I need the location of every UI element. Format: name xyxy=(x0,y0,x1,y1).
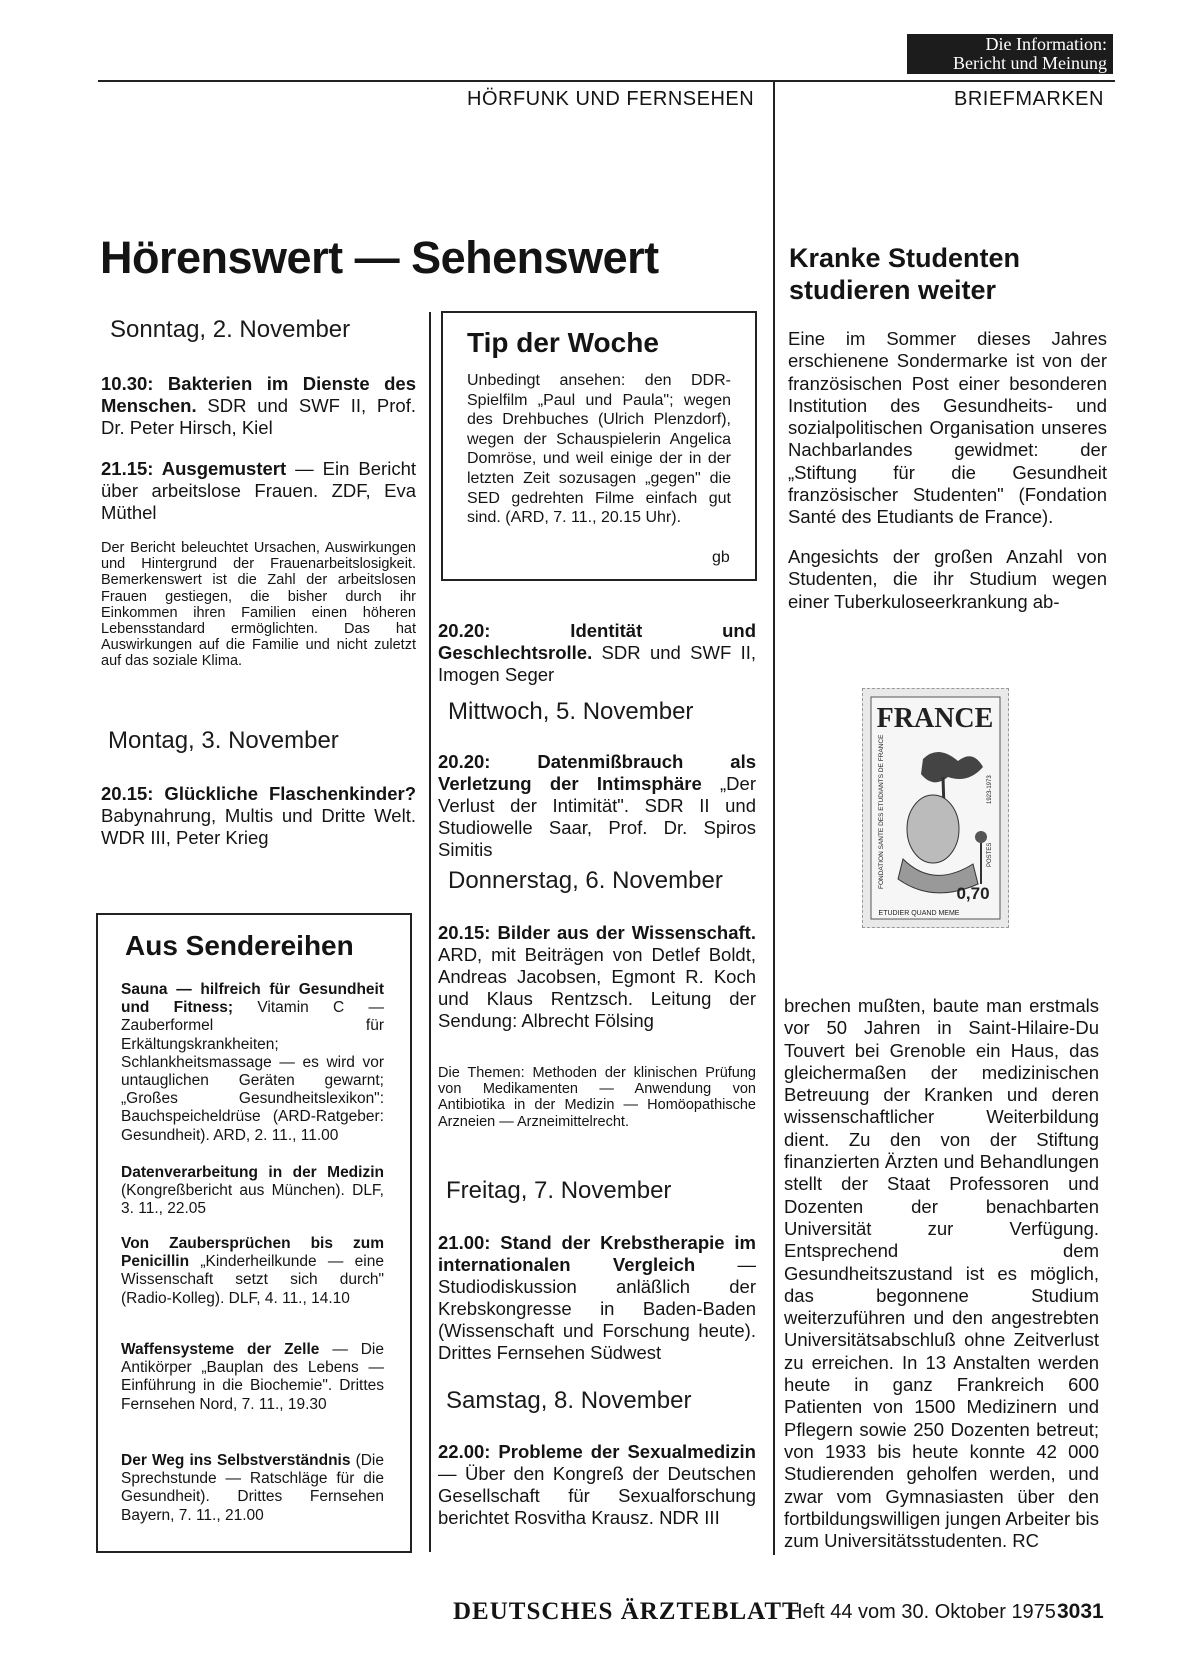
footer-issue-info: Heft 44 vom 30. Oktober 1975 xyxy=(788,1601,1056,1623)
program-title: 21.00: Stand der Krebstherapie im internationalen Vergleich xyxy=(438,1232,756,1275)
entry-title: Waffensysteme der Zelle xyxy=(121,1341,320,1358)
day-heading-sonntag: Sonntag, 2. November xyxy=(110,316,351,343)
article-paragraph: brechen mußten, baute man erstmals vor 50 Jahren in Saint-Hilaire-Du Touvert bei Grenoble ein Haus, das gleichermaßen der medizinischen Betreuung der Kranken und deren wissenschaftlicher Weiterbildung dient. Zu den von der Stiftung finanzierten Ärzten und Behandlungen stellt der Staat Professoren und Dozenten der benachbarten Universität zur Verfügung. Entsprechend dem Gesundheitszustand ist es möglich, das begonnene Studium weiterzuführen und den angestrebten Universitätsabschluß ohne Zeitverlust zu erreichen. In 13 Anstalten werden heute in ganz Frankreich 600 Patienten von 1500 Medizinern und Pflegern sowie 250 Dozenten betreut; von 1933 bis heute konnte 42 000 Studierenden geholfen werden, und zwar vom Gymnasiasten über den fortbildungswilligen jungen Arbeiter bis zum Universitätsstudenten. RC xyxy=(784,995,1099,1552)
program-title: 21.15: Ausgemustert xyxy=(101,458,287,479)
entry-details: Vitamin C — Zauberformel für Erkältungskrankheiten; Schlankheitsmassage — es wird vor untauglichen Geräten gewarnt; „Großes Gesundheitslexikon": Bauchspeicheldrüse (ARD-Ratgeber: Gesundheit). ARD, 2. 11., 11.00 xyxy=(121,999,384,1144)
box-title-tip: Tip der Woche xyxy=(467,327,659,358)
stamp-value: 0,70 xyxy=(956,884,990,903)
tip-text: Unbedingt ansehen: den DDR-Spielfilm „Paul und Paula"; wegen des Drehbuches (Ulrich Plenzdorf), wegen der Schauspielerin Angelica Domröse, und weil einige der in der letzten Zeit sozusagen „gegen" die SED gedrehten Filme einfach gut sind. (ARD, 7. 11., 20.15 Uhr). xyxy=(467,372,731,527)
program-title: 20.15: Bilder aus der Wissenschaft. xyxy=(438,922,756,943)
stamp-caption: ETUDIER QUAND MEME xyxy=(878,910,960,917)
program-title: 20.15: Glückliche Flaschenkinder? xyxy=(101,783,416,804)
program-details: — Über den Kongreß der Deutschen Gesellschaft für Sexualforschung berichtet Rosvitha Krausz. NDR III xyxy=(438,1463,756,1528)
badge-line-1: Die Information: xyxy=(985,34,1107,54)
program-item xyxy=(438,1441,756,1529)
program-title: 20.20: Identität und Geschlechtsrolle. xyxy=(438,620,756,663)
program-details: ARD, mit Beiträgen von Detlef Boldt, Andreas Jacobsen, Egmont R. Koch und Klaus Rentzsch. Leitung der Sendung: Albrecht Fölsing xyxy=(438,944,756,1031)
stamp-illustration xyxy=(863,689,1008,927)
sendereihen-entry xyxy=(121,981,384,1145)
sendereihen-entry xyxy=(121,1164,384,1219)
sendereihen-entry xyxy=(121,1452,384,1525)
program-details: „Der Verlust der Intimität". SDR II und Studiowelle Saar, Prof. Dr. Spiros Simitis xyxy=(438,773,756,860)
program-item xyxy=(438,620,756,686)
entry-title: Der Weg ins Selbstverständnis xyxy=(121,1452,351,1469)
program-title: 10.30: Bakterien im Dienste des Menschen. xyxy=(101,373,416,416)
program-item xyxy=(101,783,416,849)
program-item xyxy=(438,922,756,1032)
entry-title: Von Zaubersprüchen bis zum Penicillin xyxy=(121,1235,384,1271)
header-rule xyxy=(98,80,1115,82)
box-title-sendereihen: Aus Sendereihen xyxy=(125,930,354,961)
stamp-country: FRANCE xyxy=(876,703,994,734)
article-paragraph: Eine im Sommer dieses Jahres erschienene Sondermarke ist von der französischen Post einer besonderen Institution des Gesundheits- und sozialpolitischen Organisation unseres Nachbarlandes gewidmet: der „Stiftung für die Gesundheit französischer Studenten" (Fondation Santé des Etudiants de France). xyxy=(788,328,1107,528)
stamp-postes: POSTES xyxy=(987,842,993,867)
program-item xyxy=(101,458,416,524)
section-label-left: HÖRFUNK UND FERNSEHEN xyxy=(467,88,755,110)
day-heading-donnerstag: Donnerstag, 6. November xyxy=(448,867,723,894)
stamp-side-text: FONDATION SANTE DES ETUDIANTS DE FRANCE xyxy=(878,734,885,889)
program-title: 22.00: Probleme der Sexualmedizin xyxy=(438,1441,756,1462)
entry-title: Datenverarbeitung in der Medizin xyxy=(121,1164,384,1181)
sendereihen-entry xyxy=(121,1341,384,1414)
column-divider-main xyxy=(773,80,775,1555)
day-heading-mittwoch: Mittwoch, 5. November xyxy=(448,698,694,725)
sendereihen-entry xyxy=(121,1235,384,1308)
day-heading-freitag: Freitag, 7. November xyxy=(446,1177,672,1204)
section-label-right: BRIEFMARKEN xyxy=(954,88,1104,110)
program-details: — Studiodiskussion anläßlich der Krebskongresse in Baden-Baden (Wissenschaft und Forschung heute). Drittes Fernsehen Südwest xyxy=(438,1254,756,1363)
footer-masthead: DEUTSCHES ÄRZTEBLATT xyxy=(453,1598,800,1625)
program-details: Babynahrung, Multis und Dritte Welt. WDR III, Peter Krieg xyxy=(101,805,416,848)
article-title-line-2: studieren weiter xyxy=(789,275,997,305)
program-details: SDR und SWF II, Imogen Seger xyxy=(438,642,756,685)
section-badge xyxy=(907,34,1113,74)
entry-details: — Die Antikörper „Bauplan des Lebens — Einführung in die Biochemie". Drittes Fernsehen Nord, 7. 11., 19.30 xyxy=(121,1341,384,1413)
program-item xyxy=(438,751,756,861)
column-divider-left xyxy=(429,312,431,1552)
entry-title: Sauna — hilfreich für Gesundheit und Fitness; xyxy=(121,981,384,1017)
stamp-image xyxy=(862,688,1009,928)
program-item xyxy=(438,1232,756,1364)
program-details: — Ein Bericht über arbeitslose Frauen. ZDF, Eva Müthel xyxy=(101,458,416,523)
entry-details: (Kongreßbericht aus München). DLF, 3. 11., 22.05 xyxy=(121,1182,384,1218)
page-title: Hörenswert — Sehenswert xyxy=(100,232,659,283)
program-title: 20.20: Datenmißbrauch als Verletzung der Intimsphäre xyxy=(438,751,756,794)
stamp-years: 1923-1973 xyxy=(987,775,993,804)
program-details: SDR und SWF II, Prof. Dr. Peter Hirsch, Kiel xyxy=(101,395,416,438)
page-number: 3031 xyxy=(1057,1600,1104,1623)
program-note: Die Themen: Methoden der klinischen Prüfung von Medikamenten — Anwendung von Antibiotika in der Medizin — Homöopathische Arzneien — Arzneimittelrecht. xyxy=(438,1065,756,1130)
entry-details: „Kinderheilkunde — eine Wissenschaft setzt sich durch" (Radio-Kolleg). DLF, 4. 11., 14.10 xyxy=(121,1253,384,1307)
tip-signature: gb xyxy=(712,549,730,566)
badge-line-2: Bericht und Meinung xyxy=(953,53,1107,73)
article-title xyxy=(789,242,1020,306)
day-heading-montag: Montag, 3. November xyxy=(108,727,339,754)
program-item xyxy=(101,373,416,439)
article-title-line-1: Kranke Studenten xyxy=(789,243,1021,273)
article-paragraph: Angesichts der großen Anzahl von Studenten, die ihr Studium wegen einer Tuberkuloseerkrankung ab- xyxy=(788,546,1107,612)
day-heading-samstag: Samstag, 8. November xyxy=(446,1387,692,1414)
program-note: Der Bericht beleuchtet Ursachen, Auswirkungen und Hintergrund der Frauenarbeitslosigkeit. Bemerkenswert ist die Zahl der arbeitslosen Frauen gestiegen, die bisher durch ihr Einkommen ihren Familien einen höheren Lebensstandard ermöglichten. Das hat Auswirkungen auf die Familie und nicht zuletzt auf das soziale Klima. xyxy=(101,540,416,670)
entry-details: (Die Sprechstunde — Ratschläge für die Gesundheit). Drittes Fernsehen Bayern, 7. 11., 21.00 xyxy=(121,1452,384,1524)
